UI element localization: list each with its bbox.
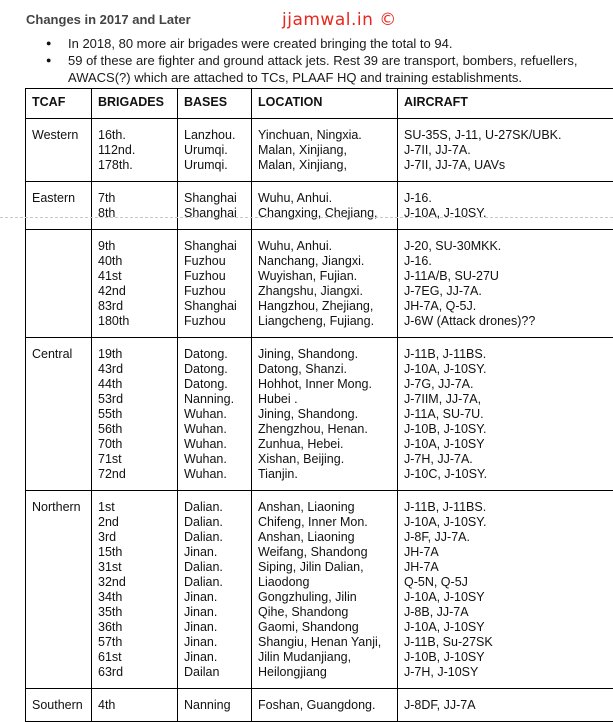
cell-line: Zunhua, Hebei. [258,437,391,452]
cell-brigades [92,689,178,722]
cell-line: J-16. [404,191,607,206]
cell-line: Eastern [32,191,85,206]
cell-line: 42nd [98,284,171,299]
table-header-row [26,89,613,119]
cell-line: 2nd [98,515,171,530]
cell-line: J-7EG, JJ-7A. [404,284,607,299]
cell-line: Chifeng, Inner Mon. [258,515,391,530]
cell-line: Southern [32,698,85,713]
cell-line: Anshan, Liaoning [258,500,391,515]
cell-line: J-10A, J-10SY. [404,206,607,221]
cell-line: J-7II, JJ-7A. [404,143,607,158]
cell-tcaf [26,338,92,491]
cell-line: J-11A/B, SU-27U [404,269,607,284]
cell-line: J-11B, J-11BS. [404,500,607,515]
cell-line: Gongzhuling, Jilin [258,590,391,605]
cell-line: Wuyishan, Fujian. [258,269,391,284]
cell-line: 71st [98,452,171,467]
cell-line: J-7H, JJ-7A. [404,452,607,467]
cell-brigades [92,491,178,689]
cell-line: Wuhu, Anhui. [258,191,391,206]
cell-brigades [92,230,178,338]
cell-line: Shanghai [184,191,245,206]
cell-line: J-11B, Su-27SK [404,635,607,650]
cell-aircraft [398,119,613,182]
cell-line: Jinan. [184,635,245,650]
cell-line: Jinan. [184,650,245,665]
cell-line: Jining, Shandong. [258,407,391,422]
cell-line: SU-35S, J-11, U-27SK/UBK. [404,128,607,143]
cell-line: 19th [98,347,171,362]
cell-line: Nanning. [184,392,245,407]
cell-line: Jinan. [184,590,245,605]
cell-location [252,491,398,689]
cell-line: J-16. [404,254,607,269]
cell-line: 70th [98,437,171,452]
cell-bases [178,491,252,689]
cell-line: Heilongjiang [258,665,391,680]
cell-line: 8th [98,206,171,221]
cell-line: Lanzhou. [184,128,245,143]
cell-line: J-8B, JJ-7A [404,605,607,620]
table-body [26,119,613,722]
cell-line: J-20, SU-30MKK. [404,239,607,254]
cell-line: Datong, Shanzi. [258,362,391,377]
cell-bases [178,689,252,722]
cell-line: 57th [98,635,171,650]
bullet-item: ● 59 of these are fighter and ground attack jets. Rest 39 are transport, bombers, refuellers, AWACS(?) which are attached to TCs, PLAAF HQ and training establishments. [46,52,611,86]
header-tcaf: TCAF [26,89,92,119]
cell-line: JH-7A [404,560,607,575]
cell-line: Gaomi, Shandong [258,620,391,635]
cell-line: Wuhan. [184,422,245,437]
table-row [26,230,613,338]
cell-line: Dailan [184,665,245,680]
header-location: LOCATION [252,89,398,119]
cell-line: Wuhan. [184,452,245,467]
cell-line: Northern [32,500,85,515]
cell-line: J-10A, J-10SY. [404,362,607,377]
cell-line: Siping, Jilin Dalian, [258,560,391,575]
cell-line: 4th [98,698,171,713]
cell-line: Western [32,128,85,143]
cell-line: Nanchang, Jiangxi. [258,254,391,269]
cell-line: Weifang, Shandong [258,545,391,560]
cell-line: J-7H, J-10SY [404,665,607,680]
cell-line: J-10A, J-10SY. [404,515,607,530]
cell-tcaf [26,491,92,689]
cell-line: Xishan, Beijing. [258,452,391,467]
cell-line: J-10A, J-10SY [404,437,607,452]
cell-line: Urumqi. [184,158,245,173]
cell-line: Liangcheng, Fujiang. [258,314,391,329]
cell-aircraft [398,230,613,338]
cell-line: JH-7A, Q-5J. [404,299,607,314]
cell-line: 15th [98,545,171,560]
cell-line: J-7IIM, JJ-7A, [404,392,607,407]
cell-line: Fuzhou [184,284,245,299]
cell-line: Wuhan. [184,407,245,422]
cell-location [252,689,398,722]
cell-aircraft [398,338,613,491]
cell-line: Malan, Xinjiang, [258,143,391,158]
cell-line: Hohhot, Inner Mong. [258,377,391,392]
cell-line: Jinan. [184,620,245,635]
cell-line: Fuzhou [184,269,245,284]
cell-line: Nanning [184,698,245,713]
cell-line: Dalian. [184,560,245,575]
cell-line: J-10A, J-10SY [404,620,607,635]
bullet-item: ● In 2018, 80 more air brigades were created bringing the total to 94. [46,35,611,52]
cell-line: 40th [98,254,171,269]
cell-line: Shangiu, Henan Yanji, [258,635,391,650]
cell-line: 112nd. [98,143,171,158]
cell-line: Dalian. [184,575,245,590]
cell-line: Fuzhou [184,254,245,269]
cell-line: 41st [98,269,171,284]
cell-line: Jinan. [184,545,245,560]
cell-line: 16th. [98,128,171,143]
header-aircraft: AIRCRAFT [398,89,613,119]
cell-tcaf [26,182,92,230]
cell-line: 35th [98,605,171,620]
cell-line: Shanghai [184,206,245,221]
cell-bases [178,338,252,491]
cell-line: J-10B, J-10SY [404,650,607,665]
cell-location [252,338,398,491]
cell-line: Tianjin. [258,467,391,482]
cell-line: Liaodong [258,575,391,590]
cell-location [252,182,398,230]
table-row [26,338,613,491]
cell-brigades [92,338,178,491]
cell-line: JH-7A [404,545,607,560]
cell-line: Dalian. [184,530,245,545]
header-brigades: BRIGADES [92,89,178,119]
cell-line: Hubei . [258,392,391,407]
cell-line: 72nd [98,467,171,482]
header-bases: BASES [178,89,252,119]
cell-line: Hangzhou, Zhejiang, [258,299,391,314]
cell-line: Wuhan. [184,467,245,482]
cell-line: Datong. [184,362,245,377]
cell-line: Yinchuan, Ningxia. [258,128,391,143]
cell-line: 180th [98,314,171,329]
cell-aircraft [398,182,613,230]
cell-line: Central [32,347,85,362]
cell-line: J-7II, JJ-7A, UAVs [404,158,607,173]
section-heading: Changes in 2017 and Later [26,12,191,27]
cell-line: Zhengzhou, Henan. [258,422,391,437]
cell-line: Zhangshu, Jiangxi. [258,284,391,299]
table-row [26,119,613,182]
cell-brigades [92,119,178,182]
brigades-table [25,88,613,722]
cell-line: J-7G, JJ-7A. [404,377,607,392]
cell-line: Anshan, Liaoning [258,530,391,545]
cell-line: Foshan, Guangdong. [258,698,391,713]
table-row [26,491,613,689]
cell-line: Jilin Mudanjiang, [258,650,391,665]
cell-line: 9th [98,239,171,254]
page-break-line [0,217,613,218]
cell-line: J-8F, JJ-7A. [404,530,607,545]
table-row [26,689,613,722]
cell-line: Jining, Shandong. [258,347,391,362]
cell-aircraft [398,491,613,689]
cell-line: J-11A, SU-7U. [404,407,607,422]
cell-line: 3rd [98,530,171,545]
cell-line: Datong. [184,347,245,362]
cell-line: J-10C, J-10SY. [404,467,607,482]
bullet-list [46,35,611,86]
cell-line: Wuhu, Anhui. [258,239,391,254]
cell-line: J-10B, J-10SY. [404,422,607,437]
cell-line: Q-5N, Q-5J [404,575,607,590]
cell-tcaf [26,689,92,722]
cell-bases [178,230,252,338]
cell-line: 32nd [98,575,171,590]
cell-line: 53rd [98,392,171,407]
cell-line: Shanghai [184,239,245,254]
cell-line: J-8DF, JJ-7A [404,698,607,713]
cell-line: 34th [98,590,171,605]
cell-line: 43rd [98,362,171,377]
cell-line: Changxing, Chejiang, [258,206,391,221]
cell-location [252,119,398,182]
site-watermark: jjamwal.in © [282,10,397,30]
cell-bases [178,119,252,182]
cell-line [32,239,85,254]
cell-line: Datong. [184,377,245,392]
cell-tcaf [26,119,92,182]
cell-line: 1st [98,500,171,515]
cell-line: 178th. [98,158,171,173]
cell-line: 55th [98,407,171,422]
cell-line: 7th [98,191,171,206]
cell-line: Malan, Xinjiang, [258,158,391,173]
cell-line: Dalian. [184,515,245,530]
cell-line: Qihe, Shandong [258,605,391,620]
cell-line: 56th [98,422,171,437]
cell-line: Fuzhou [184,314,245,329]
cell-line: 61st [98,650,171,665]
cell-line: Urumqi. [184,143,245,158]
cell-line: Wuhan. [184,437,245,452]
cell-line: Shanghai [184,299,245,314]
cell-line: 83rd [98,299,171,314]
cell-line: Dalian. [184,500,245,515]
cell-line: Jinan. [184,605,245,620]
cell-line: 31st [98,560,171,575]
cell-line: J-10A, J-10SY [404,590,607,605]
table-row [26,182,613,230]
cell-brigades [92,182,178,230]
cell-location [252,230,398,338]
cell-aircraft [398,689,613,722]
cell-line: 36th [98,620,171,635]
cell-bases [178,182,252,230]
cell-line: J-11B, J-11BS. [404,347,607,362]
cell-line: 63rd [98,665,171,680]
cell-tcaf [26,230,92,338]
cell-line: 44th [98,377,171,392]
cell-line: J-6W (Attack drones)?? [404,314,607,329]
